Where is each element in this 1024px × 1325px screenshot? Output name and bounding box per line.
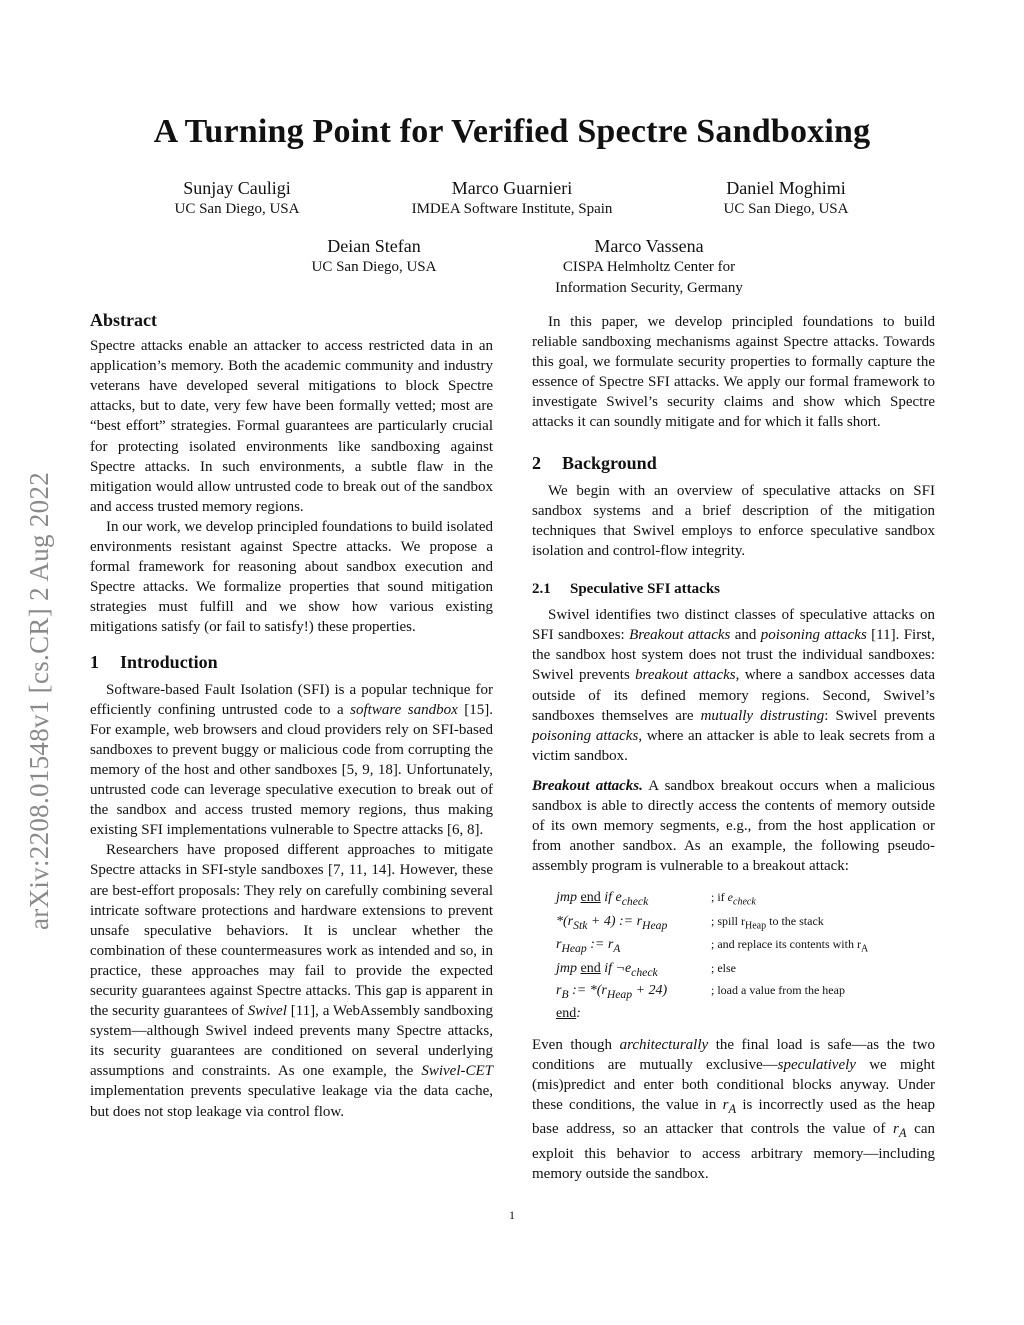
author-affiliation: UC San Diego, USA [723,201,849,217]
text-run: Researchers have proposed different approaches to mitigate Spectre attacks in SFI-style sandboxes [7, 11, 14]. However, these are best-effort proposals: They rely on carefully combining several intricate software protections and hardware extensions to prevent unsafe speculative behaviors. It is unclear whether the combination of these countermeasures work as intended and so, in practice, these approaches may fail to provide the expected security guarantees against Spectre attacks. This gap is apparent in the security guarantees of [90,842,493,1020]
author-name: Daniel Moghimi [726,178,846,198]
author-name: Deian Stefan [327,236,421,256]
code-line [556,981,935,1004]
emphasis: mutually distrusting [700,707,825,724]
author-affiliation: CISPA Helmholtz Center for [562,259,736,275]
body-paragraph: In this paper, we develop principled foundations to build reliable sandboxing mechanisms against Spectre attacks. Towards this goal, we formulate security properties to formally capture the essence of Spectre SFI attacks. We apply our formal framework to investigate Swivel’s security claims and show which Spectre attacks it can soundly mitigate and for which it falls short. [532,314,935,431]
author-block [686,178,886,220]
paper-title: A Turning Point for Verified Spectre Sandboxing [153,113,871,150]
author-affiliation: UC San Diego, USA [311,259,437,275]
pseudo-assembly-listing [556,888,935,1023]
code-line [556,935,935,958]
text-run: we might (mis)predict and enter both conditional blocks anyway. Under these conditions, the value in [532,1057,935,1114]
section-title: Background [562,452,657,473]
abstract-paragraph: In our work, we develop principled foundations to build isolated environments resistant against Spectre attacks. We propose a formal framework for reasoning about sandbox execution and Spectre attacks. We formalize properties that sound mitigation strategies must fulfill and we show how various existing mitigations satisfy (or fail to satisfy!) these properties. [90,518,493,636]
author-affiliation: UC San Diego, USA [174,201,300,217]
emphasis: poisoning attacks [760,627,867,644]
code-instruction: jmp end if $\neg e_{check}$ [556,960,658,979]
code-line [556,1004,935,1023]
left-column [90,310,493,1122]
emphasis: speculatively [777,1057,856,1074]
abstract-paragraph: Spectre attacks enable an attacker to access restricted data in an application’s memory. Both the academic community and industry veterans have developed several mitigations to block Spectre attacks, but to date, very few have been formally vetted; most are “best effort” strategies. Formal guarantees are particularly crucial for protecting isolated environments like sandboxing against Spectre attacks. In such environments, a subtle flaw in the mitigation would allow untrusted code to break out of the sandbox and access trusted memory regions. [90,338,493,515]
code-line [556,912,935,935]
text-run: implementation prevents speculative leakage via the data cache, but does not stop leakage via control flow. [90,1083,493,1120]
code-comment: ; load a value from the heap [711,983,845,998]
section-number: 2 [532,452,541,473]
text-run: [15]. For example, web browsers and cloud providers rely on SFI-based sandboxes to prevent buggy or malicious code from corrupting the memory of the host and other sandboxes [5, 9, 18]. Unfortunately, untrusted code can leverage speculative execution to break out of the sandbox and access trusted memory regions, thus making existing SFI implementations vulnerable to Spectre attacks [6, 8]. [90,701,493,839]
author-name: Marco Vassena [594,236,704,256]
code-line [556,888,935,911]
text-run: the final load is safe—as the two conditions are mutually exclusive— [532,1037,935,1074]
text-run: , where an attacker is able to leak secrets from a victim sandbox. [532,727,935,764]
code-comment: ; if $e_{check}$ [711,890,756,908]
author-affiliation: IMDEA Software Institute, Spain [411,201,613,217]
subsection-heading [532,579,935,599]
body-paragraph [90,840,493,1121]
code-comment: ; spill $r_{Heap}$ to the stack [711,913,824,932]
text-run: can exploit this behavior to access arbitrary memory—including memory outside the sandbox. [532,1121,935,1182]
section-title: Introduction [120,651,218,672]
text-run: A sandbox breakout occurs when a malicious sandbox is able to directly access the contents of memory outside of its own memory segments, e.g., from the host application or from another sandbox. As an example, the following pseudo-assembly program is vulnerable to a breakout attack: [532,777,935,875]
page-number: 1 [509,1208,515,1222]
code-instruction: $r_{Heap}$ := $r_A$ [556,937,621,955]
emphasis: Swivel [247,1003,287,1020]
author-block [274,236,474,278]
arxiv-stamp: arXiv:2208.01548v1 [cs.CR] 2 Aug 2022 [24,471,54,930]
abstract-heading: Abstract [90,310,157,330]
author-block [372,178,652,220]
text-run: is incorrectly used as the heap base address, so an attacker that controls the value of [532,1097,935,1138]
text-run: [11]. First, the sandbox host system does not trust the individual sandboxes: Swivel prevents [532,627,935,684]
subsection-number: 2.1 [532,581,551,598]
paragraph-heading: Breakout attacks. [532,777,643,794]
body-paragraph [532,605,935,766]
code-label: end: [556,1006,581,1022]
emphasis: poisoning attacks [532,727,639,744]
author-block [137,178,337,220]
text-run: Swivel identifies two distinct classes of speculative attacks on SFI sandboxes: [532,607,935,644]
code-instruction: jmp end if $e_{check}$ [556,890,649,909]
code-comment: ; else [711,960,736,975]
text-run: and [730,627,761,644]
math-var: r [893,1121,899,1138]
emphasis: software sandbox [350,701,458,718]
section-heading [90,652,493,672]
text-run: , where a sandbox accesses data outside of its defined memory regions. Second, Swivel’s sandboxes themselves are [532,667,935,724]
body-paragraph: We begin with an overview of speculative attacks on SFI sandbox systems and a brief description of the mitigation techniques that Swivel employs to enforce speculative sandbox isolation and control-flow integrity. [532,482,935,559]
text-run: Software-based Fault Isolation (SFI) is a popular technique for efficiently confining untrusted code to a [90,681,493,718]
body-paragraph [532,776,935,876]
text-run: Even though [532,1037,620,1054]
text-run: [11], a WebAssembly sandboxing system—although Swivel indeed prevents many Spectre attacks, its security guarantees are conditioned on several underlying assumptions and constraints. As one example, the [90,1003,493,1080]
emphasis: Swivel-CET [421,1063,493,1080]
subsection-title: Speculative SFI attacks [570,581,720,598]
section-heading [532,453,935,473]
right-column [532,312,935,1184]
body-paragraph [90,680,493,841]
emphasis: breakout attacks [635,667,736,684]
author-affiliation: Information Security, Germany [555,280,743,296]
author-block [524,236,774,299]
text-run: : Swivel prevents [824,707,935,724]
author-name: Sunjay Cauligi [183,178,291,198]
code-comment: ; and replace its contents with $r_A$ [711,937,869,955]
author-name: Marco Guarnieri [451,178,573,198]
math-var: r [722,1097,729,1114]
code-instruction: $r_B$ := $*(r_{Heap} + 24)$ [556,983,668,1002]
code-line [556,959,935,982]
code-instruction: $*(r_{Stk} + 4)$ := $r_{Heap}$ [556,913,668,932]
emphasis: architecturally [619,1037,709,1054]
section-number: 1 [90,651,99,672]
emphasis: Breakout attacks [629,627,731,644]
body-paragraph: Even though architecturally the final load is safe—as the two conditions are mutually exclusive—speculatively we might (mis)predict and enter both conditional blocks anyway. Under these conditions, the value in $r_A$ is incorrectly used as the heap base address, so an attacker that controls the value of $r_A$ can exploit this behavior to access arbitrary memory—including memory outside the sandbox. [532,1037,935,1182]
